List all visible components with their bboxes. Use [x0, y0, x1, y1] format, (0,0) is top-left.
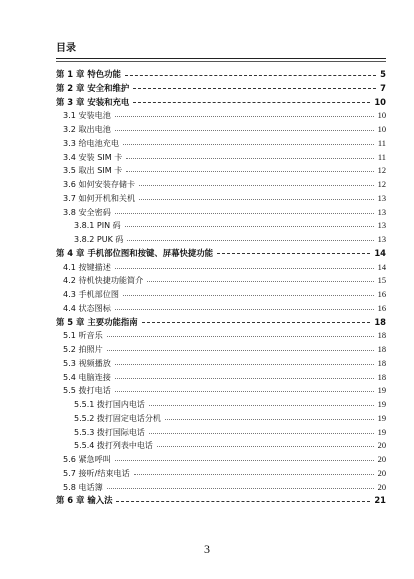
toc-leader: [107, 488, 374, 489]
toc-entry-page: 18: [377, 358, 386, 368]
toc-entry-label: 5.3 视频播放: [63, 357, 111, 368]
toc-leader: [133, 102, 370, 103]
toc-chapter-entry: [56, 316, 386, 329]
toc-entry-label: 3.5 取出 SIM 卡: [63, 165, 123, 176]
toc-entry-page: 12: [377, 180, 386, 189]
toc-entry-label: 3.4 安装 SIM 卡: [63, 151, 123, 162]
toc-chapter-entry: [56, 82, 386, 95]
toc-leader: [115, 364, 374, 365]
toc-entry-label: 第 4 章 手机部位图和按键、屏幕快捷功能: [56, 247, 213, 258]
toc-entry-page: 21: [374, 495, 386, 506]
toc-leader: [115, 116, 374, 117]
toc-leader: [123, 144, 374, 145]
toc-leader: [126, 158, 374, 159]
toc-entry-label: 5.5.1 拨打国内电话: [74, 400, 145, 409]
toc-entry-page: 20: [377, 482, 386, 492]
toc-leader: [217, 253, 370, 254]
toc-entry-label: 5.5.4 拨打列表中电话: [74, 441, 153, 451]
toc-subsection-entry: [74, 412, 386, 425]
toc-section-entry: [63, 178, 386, 191]
toc-entry-page: 11: [377, 152, 386, 162]
toc-section-entry: [63, 371, 386, 384]
toc-entry-page: 12: [377, 166, 386, 176]
toc-section-entry: [63, 109, 386, 122]
toc-entry-page: 13: [377, 235, 386, 244]
toc-entry-label: 第 3 章 安装和充电: [56, 96, 130, 107]
toc-leader: [149, 405, 374, 406]
toc-subsection-entry: [74, 233, 386, 246]
toc-entry-label: 5.5.2 拨打固定电话分机: [74, 413, 161, 423]
toc-entry-label: 5.5 拨打电话: [63, 385, 111, 396]
toc-section-entry: [63, 274, 386, 287]
toc-leader: [115, 268, 374, 269]
toc-entry-page: 18: [374, 316, 386, 327]
toc-leader: [125, 75, 376, 76]
toc-section-entry: [63, 384, 386, 397]
toc-leader: [115, 309, 374, 310]
heading-rule: [56, 58, 386, 59]
toc-entry-label: 5.7 接听/结束电话: [63, 467, 130, 478]
toc-leader: [125, 226, 374, 227]
toc-entry-label: 5.8 电话簿: [63, 481, 103, 492]
toc-section-entry: [63, 192, 386, 205]
toc-subsection-entry: [74, 398, 386, 411]
toc-entry-page: 13: [377, 221, 386, 231]
toc-leader: [116, 501, 370, 502]
toc-entry-page: 19: [377, 400, 386, 409]
toc-entry-label: 3.2 取出电池: [63, 124, 111, 134]
toc-leader: [115, 460, 374, 461]
toc-entry-label: 5.5.3 拨打国际电话: [74, 427, 145, 437]
toc-entry-page: 18: [377, 372, 386, 382]
toc-entry-page: 10: [374, 96, 386, 107]
toc-section-entry: [63, 206, 386, 219]
toc-entry-label: 4.2 待机快捷功能简介: [63, 275, 144, 286]
toc-entry-page: 16: [377, 303, 386, 313]
toc-entry-label: 3.3 给电池充电: [63, 137, 119, 148]
toc-leader: [115, 130, 374, 131]
toc-entry-page: 5: [380, 69, 386, 79]
toc-section-entry: [63, 329, 386, 342]
toc-leader: [133, 88, 376, 89]
toc-entry-page: 19: [377, 386, 386, 396]
toc-entry-page: 18: [377, 331, 386, 341]
toc-entry-label: 3.8.2 PUK 码: [74, 235, 124, 244]
toc-leader: [115, 213, 374, 214]
toc-section-entry: [63, 288, 386, 301]
toc-entry-page: 10: [377, 111, 386, 121]
toc-entry-label: 3.1 安装电池: [63, 110, 111, 121]
toc-leader: [115, 378, 374, 379]
toc-entry-label: 5.1 听音乐: [63, 330, 103, 341]
toc-entry-label: 第 6 章 输入法: [56, 495, 113, 506]
toc-section-entry: [63, 151, 386, 164]
toc-entry-page: 11: [377, 138, 386, 148]
toc-entry-page: 14: [374, 247, 386, 258]
toc-leader: [123, 295, 374, 296]
toc-entry-page: 15: [377, 276, 386, 286]
toc-entry-label: 5.2 拍照片: [63, 344, 103, 354]
toc-leader: [165, 419, 374, 420]
toc-section-entry: [63, 453, 386, 466]
toc-chapter-entry: [56, 96, 386, 109]
toc-section-entry: [63, 164, 386, 177]
toc-subsection-entry: [74, 426, 386, 439]
toc-subsection-entry: [74, 439, 386, 452]
toc-leader: [142, 322, 371, 323]
toc-leader: [139, 199, 374, 200]
toc-section-entry: [63, 261, 386, 274]
toc-entry-page: 10: [377, 125, 386, 134]
toc-entry-page: 7: [380, 82, 386, 93]
toc-leader: [147, 281, 373, 282]
toc-entry-page: 18: [377, 345, 386, 354]
toc-entry-label: 4.3 手机部位图: [63, 289, 119, 299]
toc-section-entry: [63, 357, 386, 370]
toc-heading: 目录: [56, 43, 76, 54]
toc-entry-page: 14: [377, 262, 386, 272]
toc-leader: [127, 240, 373, 241]
toc-entry-page: 16: [377, 290, 386, 299]
toc-entry-page: 20: [377, 441, 386, 451]
toc-entry-page: 13: [377, 207, 386, 217]
toc-leader: [149, 433, 374, 434]
toc-entry-page: 20: [377, 468, 386, 478]
toc-leader: [126, 171, 373, 172]
toc-entry-label: 4.1 按键描述: [63, 261, 111, 272]
page-number: 3: [204, 542, 210, 556]
toc-subsection-entry: [74, 219, 386, 232]
toc-entry-label: 3.6 如何安装存储卡: [63, 179, 136, 189]
toc-leader: [134, 474, 374, 475]
toc-entry-label: 4.4 状态图标: [63, 302, 111, 313]
toc-entry-label: 3.8.1 PIN 码: [74, 221, 121, 231]
toc-section-entry: [63, 302, 386, 315]
toc-entry-label: 第 1 章 特色功能: [56, 69, 121, 79]
toc-entry-label: 3.7 如何开机和关机: [63, 192, 136, 203]
toc-section-entry: [63, 481, 386, 494]
toc-chapter-entry: [56, 494, 386, 507]
heading-rule-thin: [56, 61, 386, 62]
toc-entry-label: 5.6 紧急呼叫: [63, 454, 111, 464]
toc-leader: [139, 185, 374, 186]
toc-entry-label: 5.4 电脑连接: [63, 371, 111, 382]
toc-entry-page: 19: [377, 413, 386, 423]
toc-entry-label: 3.8 安全密码: [63, 206, 111, 217]
toc-section-entry: [63, 123, 386, 136]
toc-entry-page: 20: [377, 455, 386, 464]
toc-chapter-entry: [56, 247, 386, 260]
toc-section-entry: [63, 467, 386, 480]
toc-leader: [157, 446, 374, 447]
toc-entry-page: 19: [377, 427, 386, 437]
toc-chapter-entry: [56, 68, 386, 81]
toc-entry-label: 第 2 章 安全和维护: [56, 82, 130, 93]
toc-entry-page: 13: [377, 193, 386, 203]
toc-entry-label: 第 5 章 主要功能指南: [56, 316, 138, 327]
toc-section-entry: [63, 137, 386, 150]
toc-leader: [107, 336, 374, 337]
toc-leader: [107, 350, 374, 351]
toc-leader: [115, 391, 374, 392]
toc-section-entry: [63, 343, 386, 356]
